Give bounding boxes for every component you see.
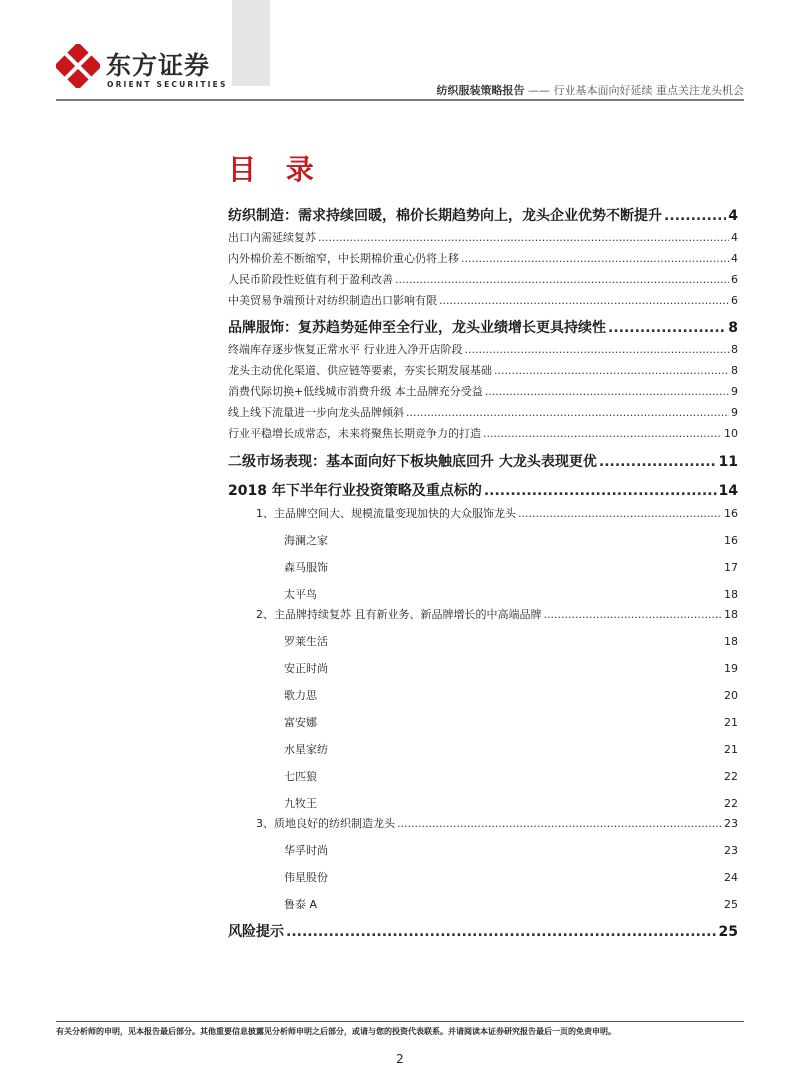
toc-entry-page: 18 xyxy=(724,588,738,601)
report-type: 纺织服装策略报告 xyxy=(436,84,525,97)
toc-entry-page: 22 xyxy=(724,797,738,810)
toc-entry-label: 九牧王 xyxy=(284,797,317,810)
toc-entry[interactable] xyxy=(228,341,738,357)
toc-entry-label: 内外棉价差不断缩窄，中长期棉价重心仍将上移 xyxy=(228,252,459,265)
header-band xyxy=(232,0,270,86)
toc-entry-label: 行业平稳增长成常态，未来将聚焦长期竞争力的打造 xyxy=(228,427,481,440)
toc-leader-dots xyxy=(286,924,717,940)
toc-entry-label: 出口内需延续复苏 xyxy=(228,231,316,244)
toc-entry-label: 2018 年下半年行业投资策略及重点标的 xyxy=(228,483,482,499)
toc-entry-label: 伟星股份 xyxy=(284,871,328,884)
toc-entry-page: 4 xyxy=(731,231,738,244)
toc-entry-label: 华孚时尚 xyxy=(284,844,328,857)
header-divider xyxy=(56,99,744,101)
toc-entry[interactable] xyxy=(228,362,738,378)
header-separator: —— xyxy=(528,84,550,97)
toc-entry-page: 25 xyxy=(724,898,738,911)
toc-entry[interactable] xyxy=(284,869,738,885)
toc-entry[interactable] xyxy=(228,205,738,225)
toc-entry-label: 安正时尚 xyxy=(284,662,328,675)
footer-disclaimer: 有关分析师的申明，见本报告最后部分。其他重要信息披露见分析师申明之后部分，或请与您的投资代表联系。并请阅读本证券研究报告最后一页的免责申明。 xyxy=(56,1027,616,1036)
toc-entry-label: 太平鸟 xyxy=(284,588,317,601)
toc-entry-label: 消费代际切换+低线城市消费升级 本土品牌充分受益 xyxy=(228,385,483,398)
toc-entry-page: 23 xyxy=(724,844,738,857)
toc-entry-label: 品牌服饰：复苏趋势延伸至全行业，龙头业绩增长更具持续性 xyxy=(228,320,606,336)
toc-entry-label: 龙头主动优化渠道、供应链等要素，夯实长期发展基础 xyxy=(228,364,492,377)
toc-leader-dots xyxy=(461,252,729,265)
toc-entry-page: 9 xyxy=(731,406,738,419)
report-subtitle: 行业基本面向好延续 重点关注龙头机会 xyxy=(553,84,744,97)
toc-entry-label: 纺织制造：需求持续回暖，棉价长期趋势向上，龙头企业优势不断提升 xyxy=(228,208,662,224)
toc-entry-page: 25 xyxy=(718,924,738,940)
toc-entry[interactable] xyxy=(228,383,738,399)
logo-chinese-name: 东方证券 xyxy=(106,51,211,80)
toc-entry-label: 1、主品牌空间大、规模流量变现加快的大众服饰龙头 xyxy=(256,507,516,520)
toc-title: 目 录 xyxy=(228,153,324,186)
toc-entry[interactable] xyxy=(284,842,738,858)
toc-entry[interactable] xyxy=(284,559,738,575)
toc-entry-label: 七匹狼 xyxy=(284,770,317,783)
toc-entry[interactable] xyxy=(228,271,738,287)
toc-entry-page: 19 xyxy=(724,662,738,675)
toc-entry-page: 8 xyxy=(731,343,738,356)
toc-entry-label: 罗莱生活 xyxy=(284,635,328,648)
toc-entry[interactable] xyxy=(228,404,738,420)
toc-entry-page: 4 xyxy=(728,208,738,224)
toc-entry-label: 中美贸易争端预计对纺织制造出口影响有限 xyxy=(228,294,437,307)
toc-entry[interactable] xyxy=(256,505,738,521)
toc-entry[interactable] xyxy=(228,480,738,500)
toc-entry-label: 终端库存逐步恢复正常水平 行业进入净开店阶段 xyxy=(228,343,463,356)
toc-entry[interactable] xyxy=(284,741,738,757)
toc-entry[interactable] xyxy=(228,229,738,245)
toc-leader-dots xyxy=(406,406,729,419)
toc-entry-page: 17 xyxy=(724,561,738,574)
toc-entry-label: 森马服饰 xyxy=(284,561,328,574)
footer-divider xyxy=(56,1021,744,1022)
toc-entry-label: 富安娜 xyxy=(284,716,317,729)
toc-leader-dots xyxy=(599,454,717,470)
toc-entry-label: 歌力思 xyxy=(284,689,317,702)
company-logo xyxy=(56,44,228,94)
toc-entry-page: 18 xyxy=(724,635,738,648)
toc-entry-label: 二级市场表现：基本面向好下板块触底回升 大龙头表现更优 xyxy=(228,454,597,470)
toc-entry-page: 16 xyxy=(724,507,738,520)
toc-entry-label: 3、质地良好的纺织制造龙头 xyxy=(256,817,395,830)
toc-entry-page: 20 xyxy=(724,689,738,702)
toc-entry[interactable] xyxy=(284,586,738,602)
toc-entry-page: 8 xyxy=(728,320,738,336)
toc-entry-page: 21 xyxy=(724,743,738,756)
toc-leader-dots xyxy=(397,817,722,830)
toc-entry[interactable] xyxy=(284,714,738,730)
orient-securities-logo-icon xyxy=(56,44,100,88)
toc-leader-dots xyxy=(465,343,730,356)
toc-entry[interactable] xyxy=(228,425,738,441)
toc-entry-page: 23 xyxy=(724,817,738,830)
toc-leader-dots xyxy=(439,294,729,307)
toc-entry-page: 24 xyxy=(724,871,738,884)
toc-entry[interactable] xyxy=(228,451,738,471)
toc-entry-page: 18 xyxy=(724,608,738,621)
toc-leader-dots xyxy=(494,364,729,377)
toc-entry-page: 22 xyxy=(724,770,738,783)
toc-leader-dots xyxy=(318,231,729,244)
report-header xyxy=(437,82,745,98)
toc-entry-page: 4 xyxy=(731,252,738,265)
logo-english-name: ORIENT SECURITIES xyxy=(107,80,228,89)
toc-leader-dots xyxy=(608,320,726,336)
toc-entry-page: 8 xyxy=(731,364,738,377)
toc-leader-dots xyxy=(484,483,717,499)
toc-entry-page: 14 xyxy=(718,483,738,499)
toc-entry[interactable] xyxy=(228,921,738,941)
toc-entry-page: 9 xyxy=(731,385,738,398)
toc-entry-label: 水星家纺 xyxy=(284,743,328,756)
toc-leader-dots xyxy=(518,507,722,520)
toc-entry[interactable] xyxy=(256,606,738,622)
toc-entry-label: 人民币阶段性贬值有利于盈利改善 xyxy=(228,273,393,286)
toc-entry[interactable] xyxy=(228,250,738,266)
toc-leader-dots xyxy=(395,273,729,286)
toc-entry[interactable] xyxy=(228,317,738,337)
toc-entry[interactable] xyxy=(284,633,738,649)
toc-entry-page: 11 xyxy=(718,454,738,470)
toc-entry-page: 6 xyxy=(731,273,738,286)
toc-entry[interactable] xyxy=(256,815,738,831)
toc-entry[interactable] xyxy=(228,292,738,308)
toc-entry[interactable] xyxy=(284,687,738,703)
toc-entry[interactable] xyxy=(284,896,738,912)
toc-entry-label: 海澜之家 xyxy=(284,534,328,547)
toc-leader-dots xyxy=(485,385,729,398)
toc-entry[interactable] xyxy=(284,795,738,811)
toc-entry-page: 6 xyxy=(731,294,738,307)
toc-entry-label: 风险提示 xyxy=(228,924,284,940)
toc-entry-page: 16 xyxy=(724,534,738,547)
toc-entry-label: 线上线下流量进一步向龙头品牌倾斜 xyxy=(228,406,404,419)
toc-entry[interactable] xyxy=(284,660,738,676)
toc-entry-label: 2、主品牌持续复苏 且有新业务、新品牌增长的中高端品牌 xyxy=(256,608,542,621)
toc-entry-page: 10 xyxy=(724,427,738,440)
toc-entry[interactable] xyxy=(284,532,738,548)
toc-leader-dots xyxy=(544,608,723,621)
toc-entry-label: 鲁泰 A xyxy=(284,898,318,911)
toc-leader-dots xyxy=(664,208,726,224)
page-number: 2 xyxy=(396,1052,404,1066)
toc-leader-dots xyxy=(483,427,722,440)
toc-entry-page: 21 xyxy=(724,716,738,729)
toc-entry[interactable] xyxy=(284,768,738,784)
